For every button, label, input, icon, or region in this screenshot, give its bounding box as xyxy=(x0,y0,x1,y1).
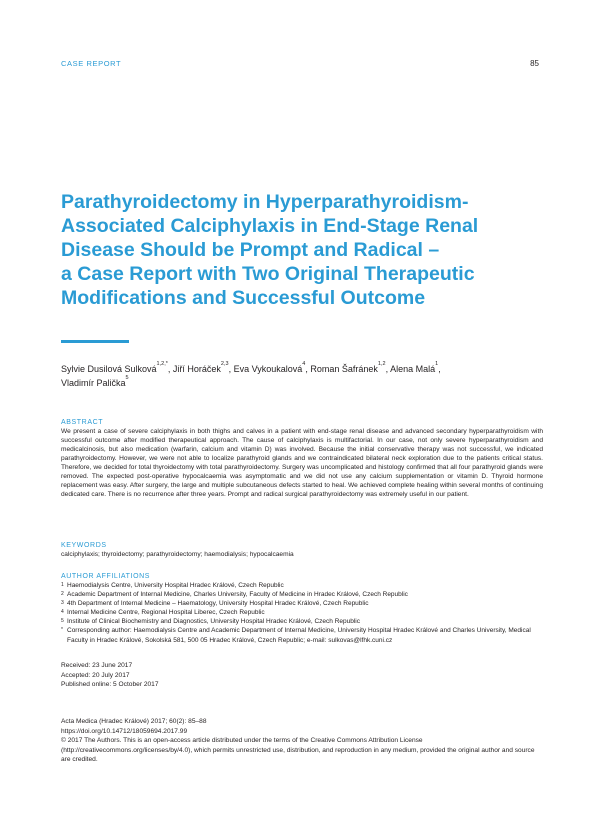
journal-citation: Acta Medica (Hradec Králové) 2017; 60(2): 85–88 xyxy=(61,718,207,725)
affiliation-list xyxy=(61,581,543,645)
affiliation-text: 4th Department of Internal Medicine – Haematology, University Hospital Hradec Králové, Czech Republic xyxy=(67,600,369,608)
page-header xyxy=(61,59,539,71)
author-name: Eva Vykoukalová xyxy=(233,364,303,374)
title-line: Disease Should be Prompt and Radical – xyxy=(61,239,440,261)
title-divider xyxy=(61,340,129,343)
affiliations-section xyxy=(61,572,543,645)
title-line: Associated Calciphylaxis in End-Stage Renal xyxy=(61,215,479,237)
affiliation-mark: 2 xyxy=(61,591,64,598)
affiliation-text: Academic Department of Internal Medicine, Charles University, Faculty of Medicine in Hradec Králové, Czech Republic xyxy=(67,591,408,599)
author-name: Sylvie Dusilová Sulková xyxy=(61,364,157,374)
author-affiliation-mark: 1,2,* xyxy=(156,361,168,367)
author-list: Sylvie Dusilová Sulková$^{1,2,*}$, Jiří Horáček$^{2,3}$, Eva Vykoukalová$^4$, Roman Šafránek$^{1,2}$, Alena Malá$^1$, Vladimír Palička$^5$ xyxy=(61,361,441,388)
keywords-section xyxy=(61,541,543,559)
keywords-label: KEYWORDS xyxy=(61,542,107,549)
author-affiliation-mark: 4 xyxy=(302,361,306,367)
received-date: Received: 23 June 2017 xyxy=(61,662,133,669)
affiliation-mark: 5 xyxy=(61,618,64,625)
affiliation-mark: 4 xyxy=(61,609,64,616)
author-name: Alena Malá xyxy=(390,364,436,374)
abstract-label: ABSTRACT xyxy=(61,419,104,426)
title-line: a Case Report with Two Original Therapeutic xyxy=(61,263,475,285)
corresponding-author-text: Corresponding author: Haemodialysis Centre and Academic Department of Internal Medicine, University Hospital Hradec Králové and Charles University, Medical Faculty in Hradec Králové, Sokolská 581, 500 05 Hradec Králové, Czech Republic; e-mail: sulkovas@lfhk.cuni.cz xyxy=(67,627,531,644)
affiliation-mark: 1 xyxy=(61,582,64,588)
author-affiliation-mark: 5 xyxy=(125,375,129,381)
affiliation-item xyxy=(61,608,543,617)
author-affiliation-mark: 1 xyxy=(435,361,439,367)
author-name: Vladimír Palička xyxy=(61,378,126,388)
affiliation-item xyxy=(61,590,543,599)
affiliations-label: AUTHOR AFFILIATIONS xyxy=(61,573,151,580)
title-line: Modifications and Successful Outcome xyxy=(61,287,426,309)
affiliation-text: Internal Medicine Centre, Regional Hospital Liberec, Czech Republic xyxy=(67,609,265,617)
license-statement: © 2017 The Authors. This is an open-access article distributed under the terms of the Creative Commons Attribution License (http://creativecommons.org/licenses/by/4.0), which permits unrestricted use, distribution, and reproduction in any medium, provided the original author and source are credited. xyxy=(61,737,535,764)
article-dates xyxy=(61,661,543,690)
author-affiliation-mark: 1,2 xyxy=(377,361,386,367)
author-affiliation-mark: 2,3 xyxy=(220,361,229,367)
keywords-text: calciphylaxis; thyroidectomy; parathyroidectomy; haemodialysis; hypocalcaemia xyxy=(61,551,294,558)
published-date: Published online: 5 October 2017 xyxy=(61,681,159,689)
page-number: 85 xyxy=(530,59,539,68)
affiliation-mark: * xyxy=(61,627,63,634)
author-name: Roman Šafránek xyxy=(310,364,378,374)
affiliation-item xyxy=(61,599,543,608)
accepted-date: Accepted: 20 July 2017 xyxy=(61,671,130,679)
affiliation-item xyxy=(61,617,543,626)
affiliation-mark: 3 xyxy=(61,600,64,607)
affiliation-text: Haemodialysis Centre, University Hospital Hradec Králové, Czech Republic xyxy=(67,582,284,589)
abstract-section xyxy=(61,418,543,499)
affiliation-item xyxy=(61,581,543,590)
affiliation-text: Institute of Clinical Biochemistry and Diagnostics, University Hospital Hradec Králové, Czech Republic xyxy=(67,618,360,626)
author-name: Jiří Horáček xyxy=(172,364,221,374)
affiliation-item xyxy=(61,626,543,644)
doi-link[interactable]: https://doi.org/10.14712/18059694.2017.99 xyxy=(61,727,188,735)
article-title xyxy=(61,190,561,310)
article-footer xyxy=(61,717,543,765)
section-label: CASE REPORT xyxy=(61,59,122,68)
title-line: Parathyroidectomy in Hyperparathyroidism- xyxy=(61,191,469,213)
abstract-text: We present a case of severe calciphylaxis in both thighs and calves in a patient with end-stage renal disease and advanced secondary hyperparathyroidism with successful outcome after modified therapeutical approach. The cause of calciphylaxis is multifactorial. In our case, not only severe hyperparathyroidism and medicalcinosis, but also medication (warfarin, calcium and vitamin D) was involved. Because the initial conservative therapy was not successful, we indicated parathyroidectomy. However, we were not able to localize parathyroid glands and we contraindicated bilateral neck exploration due to the patients critical status. Therefore, we decided for total thyroidectomy with total parathyroidectomy. Surgery was uncomplicated and histology confirmed that all four parathyroid glands were removed. The expected post-operative hypocalcaemia was asymptomatic and we did not use any calcium supplementation or vitamin D. Thyroid hormone replacement was easy. After surgery, the large and multiple subcutaneous defects started to heal. We achieved complete healing within several months of continuing dedicated care. There is no recurrence after three years. Prompt and radical surgical parathyroidectomy was extremely useful in our patient. xyxy=(61,428,543,499)
